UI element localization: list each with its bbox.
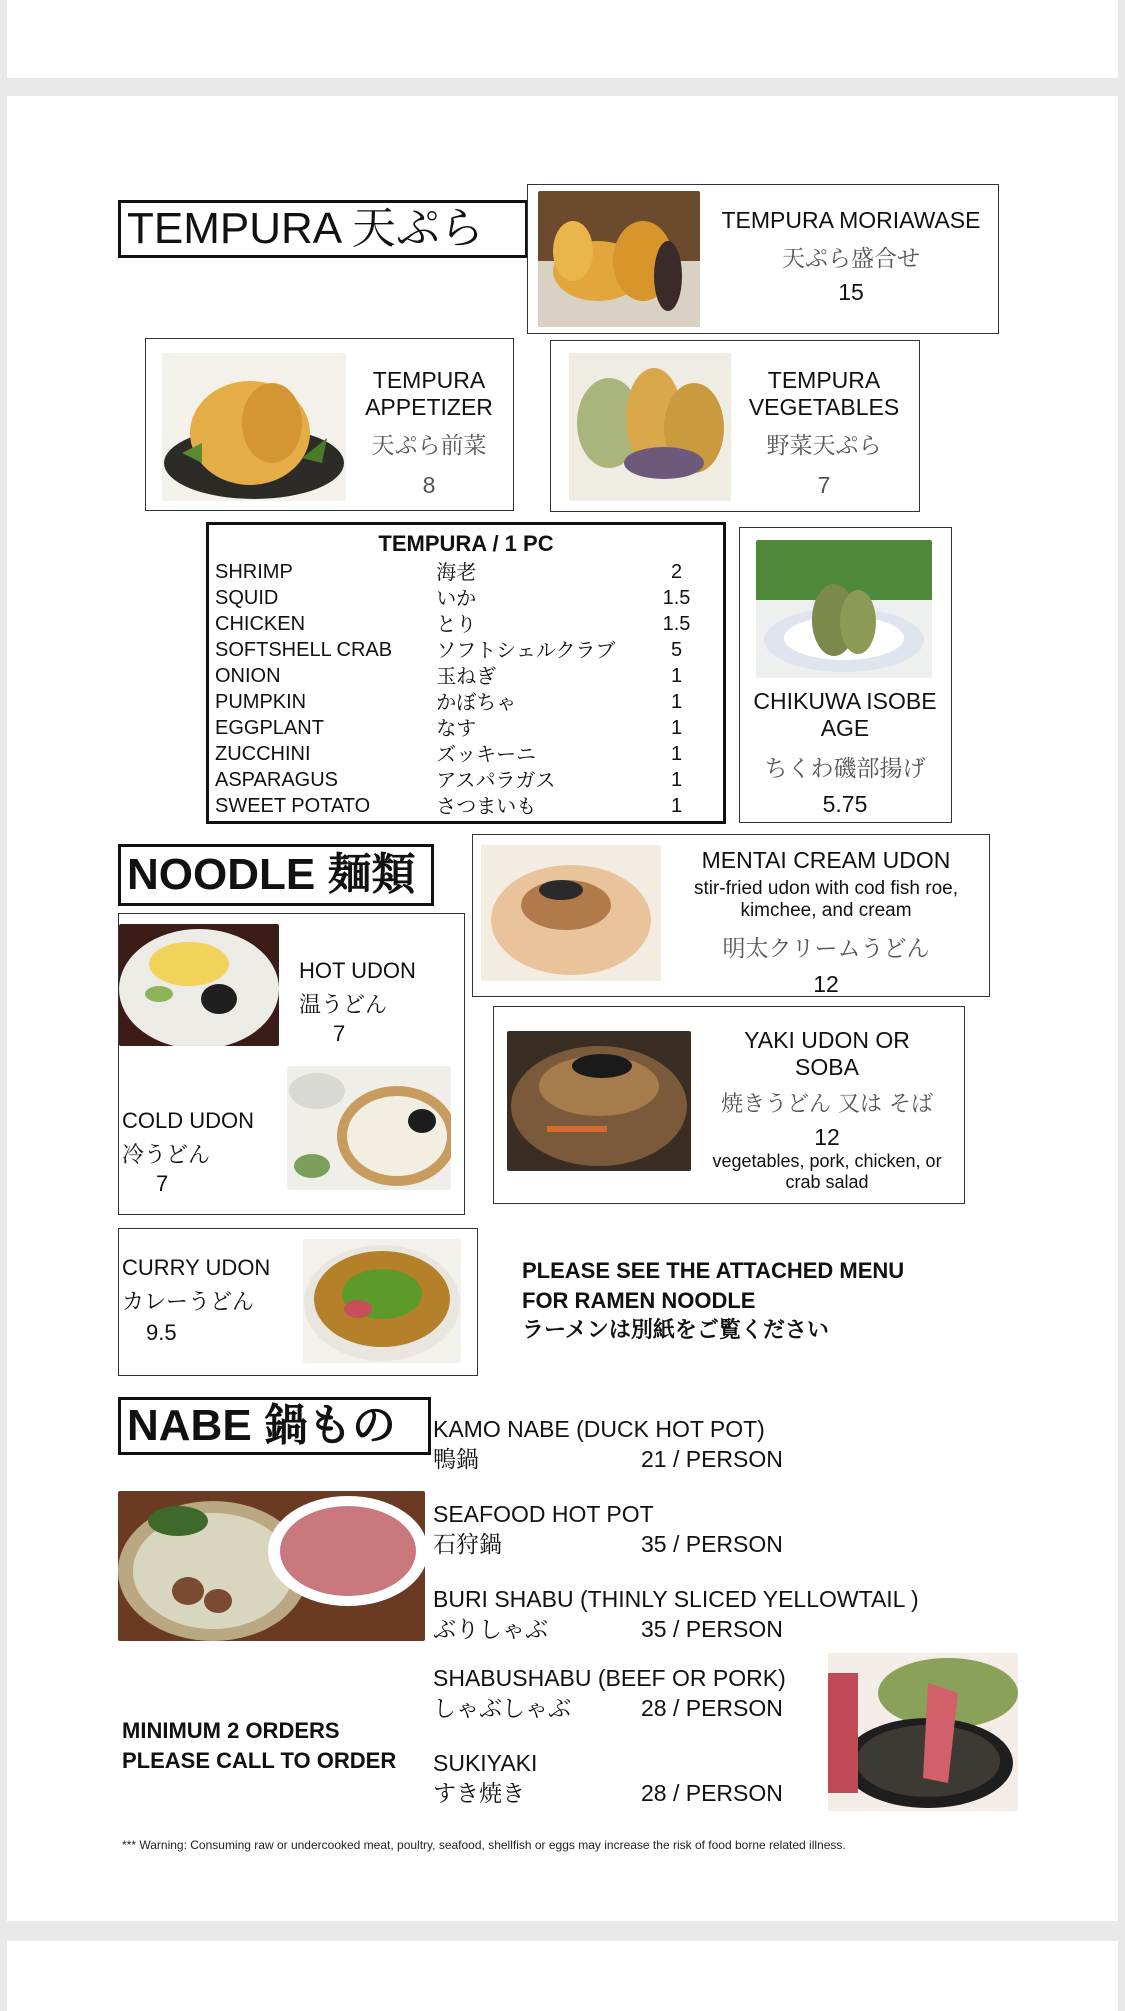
shabushabu-photo xyxy=(828,1653,1018,1811)
chikuwa-price: 5.75 xyxy=(822,791,868,817)
tempura-piece-name: ONION xyxy=(215,665,281,687)
tempura-moriawase-jp: 天ぷら盛合せ xyxy=(782,246,920,272)
yaki-udon-name-1: YAKI UDON OR xyxy=(744,1027,910,1053)
mentai-cream-udon-photo xyxy=(481,845,661,981)
tempura-appetizer-card xyxy=(145,338,514,511)
tempura-piece-price: 1 xyxy=(670,717,683,739)
tempura-piece-row xyxy=(211,559,721,585)
tempura-piece-row xyxy=(211,767,721,793)
tempura-piece-price: 1.5 xyxy=(662,613,691,635)
nabe-order-note-2: PLEASE CALL TO ORDER xyxy=(122,1748,397,1773)
tempura-piece-jp: 海老 xyxy=(436,560,477,584)
tempura-piece-row xyxy=(211,585,721,611)
tempura-piece-jp: ソフトシェルクラブ xyxy=(436,638,616,662)
tempura-piece-price: 1 xyxy=(670,665,683,687)
tempura-per-piece-title: TEMPURA / 1 PC xyxy=(378,531,554,556)
tempura-piece-row xyxy=(211,689,721,715)
tempura-vegetables-name-2: VEGETABLES xyxy=(748,394,900,420)
ramen-note-line-2: FOR RAMEN NOODLE xyxy=(522,1288,756,1313)
tempura-piece-name: SWEET POTATO xyxy=(215,795,371,817)
udon-hot-cold-card xyxy=(118,913,465,1215)
yaki-udon-name-2: SOBA xyxy=(795,1054,859,1080)
tempura-piece-row xyxy=(211,637,721,663)
nabe-item-jp: ぶりしゃぶ xyxy=(433,1617,548,1643)
food-warning: *** Warning: Consuming raw or undercooked meat, poultry, seafood, shellfish or eggs may increase the risk of food borne related illness. xyxy=(122,1838,846,1852)
tempura-vegetables-photo xyxy=(569,353,731,501)
tempura-piece-row xyxy=(211,611,721,637)
yaki-udon-desc-2: crab salad xyxy=(785,1172,869,1192)
nabe-item-price: 35 / PERSON xyxy=(641,1531,783,1557)
nabe-item-jp: 鴨鍋 xyxy=(433,1447,479,1473)
tempura-piece-row xyxy=(211,793,721,819)
cold-udon-photo xyxy=(287,1066,451,1190)
tempura-appetizer-name-1: TEMPURA xyxy=(372,367,486,393)
mentai-cream-udon-desc-2: kimchee, and cream xyxy=(740,900,912,921)
nabe-item-jp: しゃぶしゃぶ xyxy=(433,1696,571,1722)
nabe-order-note xyxy=(122,1716,396,1776)
mentai-cream-udon-desc-1: stir-fried udon with cod fish roe, xyxy=(693,878,958,899)
nabe-duck-photo xyxy=(118,1491,425,1641)
tempura-piece-jp: アスパラガス xyxy=(436,768,556,792)
menu-page xyxy=(7,96,1118,1921)
tempura-piece-price: 1 xyxy=(670,691,683,713)
hot-udon-name: HOT UDON xyxy=(299,958,416,983)
nabe-item-price: 28 / PERSON xyxy=(641,1695,783,1721)
tempura-piece-name: PUMPKIN xyxy=(215,691,307,713)
chikuwa-name-1: CHIKUWA ISOBE xyxy=(753,688,937,714)
curry-udon-photo xyxy=(303,1239,461,1363)
nabe-item-name: SHABUSHABU (BEEF OR PORK) xyxy=(433,1665,786,1691)
tempura-moriawase-price: 15 xyxy=(838,279,864,305)
curry-udon-price: 9.5 xyxy=(146,1320,177,1345)
tempura-piece-name: SQUID xyxy=(215,587,279,609)
yaki-udon-card xyxy=(493,1006,965,1204)
chikuwa-name-2: AGE xyxy=(820,715,870,741)
nabe-item-jp: すき焼き xyxy=(433,1781,525,1807)
chikuwa-jp: ちくわ磯部揚げ xyxy=(764,756,926,782)
tempura-piece-jp: かぼちゃ xyxy=(436,690,517,714)
nabe-order-note-1: MINIMUM 2 ORDERS xyxy=(122,1718,340,1743)
nabe-item-price: 35 / PERSON xyxy=(641,1616,783,1642)
tempura-piece-jp: いか xyxy=(436,586,477,610)
chikuwa-card xyxy=(739,527,952,823)
tempura-heading: TEMPURA 天ぷら xyxy=(118,200,528,258)
tempura-vegetables-jp: 野菜天ぷら xyxy=(766,433,882,459)
nabe-heading: NABE 鍋もの xyxy=(118,1397,431,1455)
tempura-vegetables-card xyxy=(550,340,920,512)
tempura-piece-name: EGGPLANT xyxy=(215,717,324,739)
previous-page xyxy=(7,0,1118,78)
nabe-item-jp: 石狩鍋 xyxy=(433,1532,502,1558)
tempura-piece-price: 2 xyxy=(670,561,683,583)
nabe-item xyxy=(433,1499,993,1560)
mentai-cream-udon-jp: 明太クリームうどん xyxy=(722,936,930,962)
tempura-moriawase-card xyxy=(527,184,999,334)
nabe-item xyxy=(433,1414,993,1475)
tempura-piece-jp: とり xyxy=(436,612,477,636)
tempura-appetizer-photo xyxy=(162,353,346,501)
tempura-vegetables-price: 7 xyxy=(817,472,831,498)
tempura-piece-jp: なす xyxy=(436,716,477,740)
tempura-piece-jp: ズッキーニ xyxy=(436,742,537,766)
mentai-cream-udon-price: 12 xyxy=(813,971,839,997)
cold-udon-jp: 冷うどん xyxy=(122,1143,211,1168)
curry-udon-name: CURRY UDON xyxy=(122,1255,271,1280)
curry-udon-card xyxy=(118,1228,478,1376)
nabe-item-name: BURI SHABU (THINLY SLICED YELLOWTAIL ) xyxy=(433,1586,919,1612)
tempura-piece-price: 1.5 xyxy=(662,587,691,609)
yaki-udon-jp: 焼きうどん 又は そば xyxy=(721,1092,933,1117)
tempura-moriawase-photo xyxy=(538,191,700,327)
ramen-note-line-3: ラーメンは別紙をご覧ください xyxy=(522,1318,829,1343)
tempura-piece-jp: 玉ねぎ xyxy=(436,664,497,688)
hot-udon-price: 7 xyxy=(333,1021,346,1046)
tempura-piece-name: ZUCCHINI xyxy=(215,743,311,765)
tempura-appetizer-name-2: APPETIZER xyxy=(365,394,493,420)
noodle-heading: NOODLE 麺類 xyxy=(118,844,434,906)
tempura-appetizer-price: 8 xyxy=(422,472,436,498)
tempura-moriawase-name: TEMPURA MORIAWASE xyxy=(721,207,981,233)
tempura-per-piece-table xyxy=(211,559,721,819)
tempura-piece-price: 1 xyxy=(670,795,683,817)
tempura-piece-name: SOFTSHELL CRAB xyxy=(215,639,393,661)
tempura-piece-row xyxy=(211,741,721,767)
tempura-piece-row xyxy=(211,663,721,689)
yaki-udon-price: 12 xyxy=(814,1124,840,1150)
nabe-item-name: SUKIYAKI xyxy=(433,1750,538,1776)
hot-udon-jp: 温うどん xyxy=(299,993,388,1018)
ramen-note xyxy=(522,1256,904,1346)
hot-udon-photo xyxy=(119,924,279,1046)
chikuwa-photo xyxy=(756,540,932,678)
nabe-item-price: 28 / PERSON xyxy=(641,1780,783,1806)
tempura-per-piece-box xyxy=(206,522,726,824)
mentai-cream-udon-card xyxy=(472,834,990,997)
yaki-udon-desc-1: vegetables, pork, chicken, or xyxy=(712,1151,942,1171)
mentai-cream-udon-name: MENTAI CREAM UDON xyxy=(701,847,951,873)
nabe-item-name: SEAFOOD HOT POT xyxy=(433,1501,654,1527)
tempura-piece-price: 5 xyxy=(670,639,683,661)
cold-udon-price: 7 xyxy=(156,1171,169,1196)
tempura-piece-name: CHICKEN xyxy=(215,613,306,635)
tempura-piece-jp: さつまいも xyxy=(436,794,537,818)
nabe-item xyxy=(433,1584,993,1645)
yaki-udon-photo xyxy=(507,1031,691,1171)
tempura-piece-row xyxy=(211,715,721,741)
nabe-item-name: KAMO NABE (DUCK HOT POT) xyxy=(433,1416,765,1442)
tempura-piece-price: 1 xyxy=(670,769,683,791)
ramen-note-line-1: PLEASE SEE THE ATTACHED MENU xyxy=(522,1258,905,1283)
tempura-appetizer-jp: 天ぷら前菜 xyxy=(371,433,487,459)
cold-udon-name: COLD UDON xyxy=(122,1108,255,1133)
tempura-vegetables-name-1: TEMPURA xyxy=(767,367,881,393)
curry-udon-jp: カレーうどん xyxy=(122,1290,255,1315)
nabe-item-price: 21 / PERSON xyxy=(641,1446,783,1472)
tempura-piece-name: SHRIMP xyxy=(215,561,293,583)
tempura-piece-price: 1 xyxy=(670,743,683,765)
tempura-piece-name: ASPARAGUS xyxy=(215,769,338,791)
